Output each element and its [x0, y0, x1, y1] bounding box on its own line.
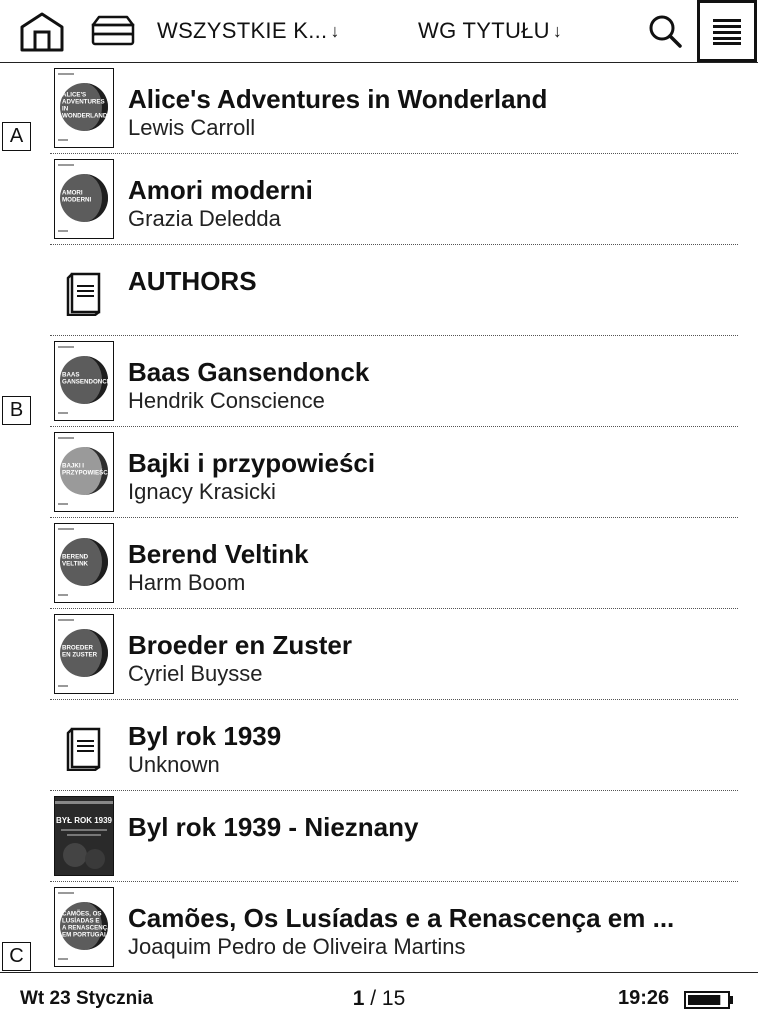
book-author: Cyriel Buysse [128, 661, 263, 686]
book-title: Alice's Adventures in Wonderland [128, 84, 548, 114]
date-label: Wt 23 Stycznia [20, 988, 154, 1009]
sort-dropdown-label: WG TYTUŁU [418, 18, 550, 43]
book-title: Amori moderni [128, 175, 313, 205]
book-author: Joaquim Pedro de Oliveira Martins [128, 934, 466, 959]
svg-text:AMORI: AMORI [62, 189, 83, 197]
book-cover-thumbnail [54, 887, 114, 967]
book-list-item[interactable] [50, 245, 738, 336]
book-list-item[interactable] [50, 700, 738, 791]
svg-text:BAJKI I: BAJKI I [62, 462, 85, 470]
filter-dropdown-label: WSZYSTKIE K... [157, 18, 328, 43]
book-cover-thumbnail [54, 796, 114, 876]
book-list-item[interactable] [50, 154, 738, 245]
svg-text:BEREND: BEREND [62, 553, 89, 561]
book-cover-thumbnail [54, 341, 114, 421]
svg-text:EM PORTUGAL: EM PORTUGAL [62, 931, 108, 939]
page-total: 15 [381, 987, 406, 1010]
book-title: Baas Gansendonck [128, 357, 370, 387]
book-list-item[interactable] [50, 518, 738, 609]
arrow-down-icon: ↓ [552, 20, 563, 41]
home-icon[interactable] [16, 0, 68, 62]
book-title: AUTHORS [128, 266, 257, 296]
sort-dropdown[interactable] [418, 0, 562, 62]
clock: 19:26 [618, 987, 670, 1009]
book-cover-thumbnail [54, 523, 114, 603]
svg-text:ALICE'S: ALICE'S [62, 91, 87, 99]
index-letter-c[interactable]: C [2, 942, 31, 971]
svg-text:WONDERLAND: WONDERLAND [62, 112, 108, 120]
filter-dropdown[interactable] [157, 0, 340, 62]
svg-text:MODERNI: MODERNI [62, 196, 92, 204]
book-author: Unknown [128, 752, 220, 777]
menu-icon[interactable] [697, 0, 757, 62]
book-title: Camões, Os Lusíadas e a Renascença em ... [128, 903, 675, 933]
svg-text:LUSÍADAS E: LUSÍADAS E [62, 917, 100, 925]
svg-text:IN: IN [62, 105, 69, 113]
book-list-item[interactable] [50, 427, 738, 518]
book-title: Broeder en Zuster [128, 630, 352, 660]
document-icon [66, 272, 102, 316]
index-letter-a[interactable]: A [2, 122, 31, 151]
book-list-item[interactable] [50, 336, 738, 427]
book-list-item[interactable] [50, 63, 738, 154]
book-author: Harm Boom [128, 570, 246, 595]
book-author: Hendrik Conscience [128, 388, 325, 413]
book-cover-thumbnail [54, 68, 114, 148]
svg-text:A RENASCENÇA: A RENASCENÇA [62, 924, 112, 932]
book-cover-thumbnail [54, 614, 114, 694]
book-title: Byl rok 1939 [128, 721, 282, 751]
page-current: 1 [352, 987, 365, 1010]
book-list-item[interactable] [50, 609, 738, 700]
battery-icon [684, 991, 734, 1009]
index-letter-b[interactable]: B [2, 396, 31, 425]
library-stack-icon[interactable] [86, 0, 140, 62]
arrow-down-icon: ↓ [330, 20, 340, 41]
document-icon [66, 727, 102, 771]
book-author: Grazia Deledda [128, 206, 281, 231]
page-separator: / [370, 987, 377, 1010]
svg-text:ADVENTURES: ADVENTURES [62, 98, 105, 106]
svg-text:BROEDER: BROEDER [62, 644, 93, 652]
book-title: Bajki i przypowieści [128, 448, 376, 478]
book-title: Byl rok 1939 - Nieznany [128, 812, 419, 842]
book-cover-thumbnail [54, 159, 114, 239]
svg-text:EN ZUSTER: EN ZUSTER [62, 651, 98, 659]
svg-text:GANSENDONCK: GANSENDONCK [62, 378, 112, 386]
svg-text:CAMÕES, OS: CAMÕES, OS [62, 910, 102, 918]
svg-text:PRZYPOWIEŚCI: PRZYPOWIEŚCI [62, 469, 110, 477]
top-toolbar [0, 0, 758, 63]
book-author: Ignacy Krasicki [128, 479, 276, 504]
book-title: Berend Veltink [128, 539, 309, 569]
svg-text:BAAS: BAAS [62, 371, 80, 379]
book-author: Lewis Carroll [128, 115, 256, 140]
search-icon[interactable] [640, 0, 690, 62]
svg-text:BYŁ ROK 1939: BYŁ ROK 1939 [55, 816, 113, 825]
book-list-item[interactable] [50, 882, 738, 973]
status-bar [0, 972, 758, 1024]
svg-text:VELTINK: VELTINK [62, 560, 89, 568]
book-cover-thumbnail [54, 432, 114, 512]
book-list-item[interactable] [50, 791, 738, 882]
